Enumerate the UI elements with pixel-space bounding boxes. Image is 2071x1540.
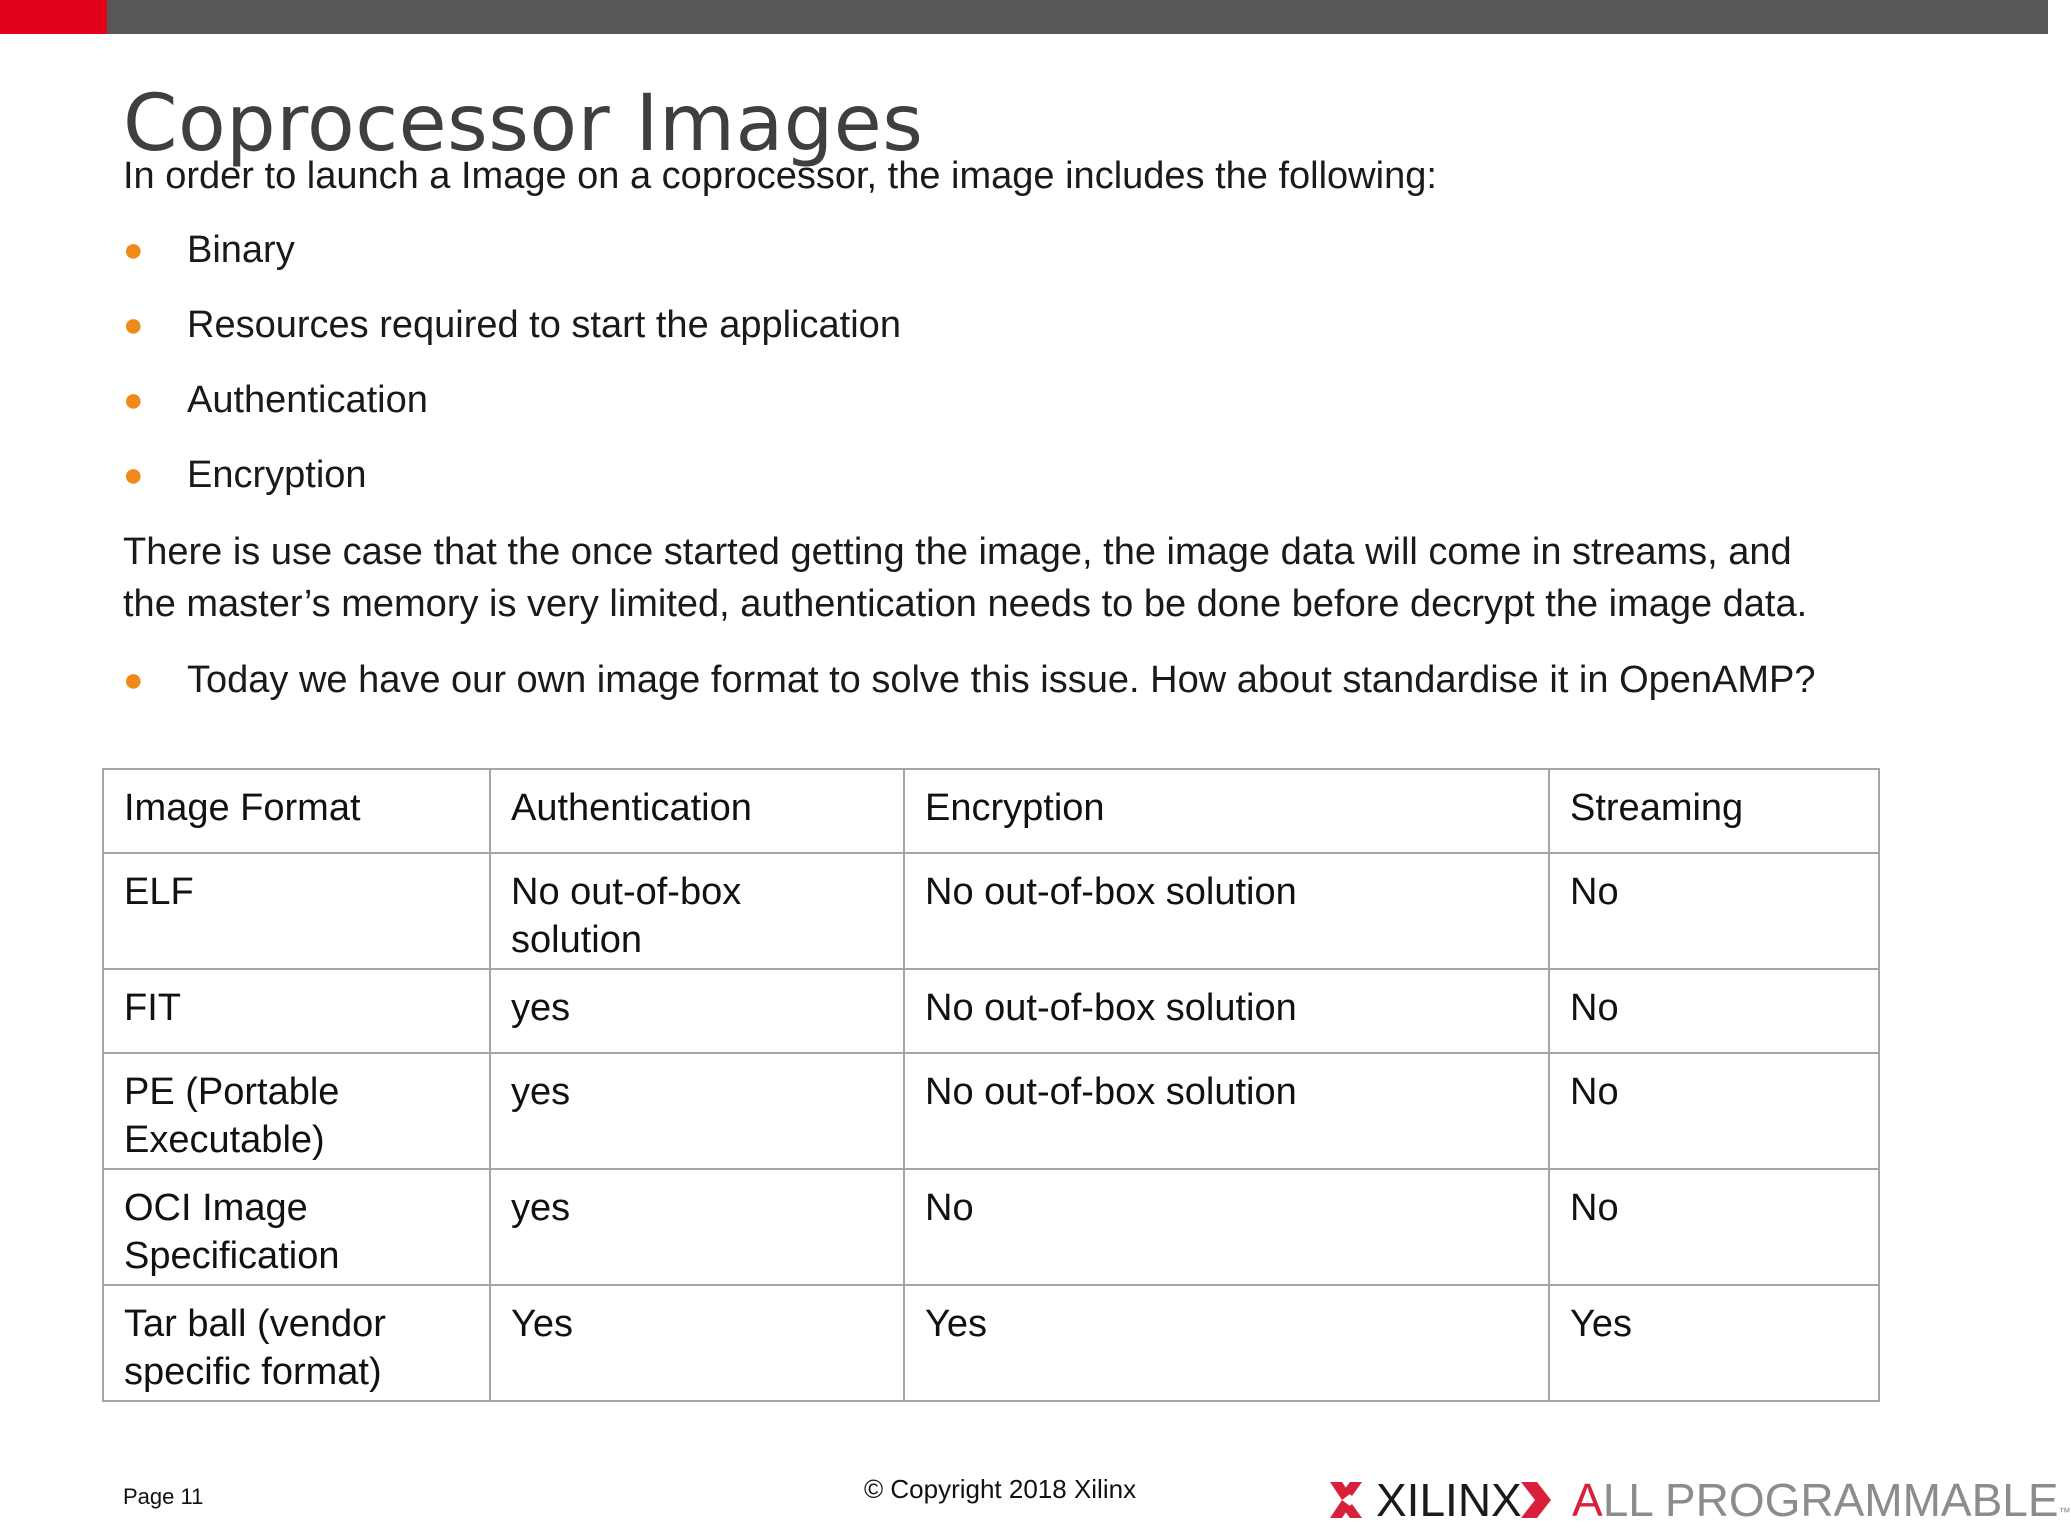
bullet-dot-icon: ●	[123, 456, 144, 494]
table-cell: No	[1549, 969, 1879, 1053]
table-cell: No out-of-box solution	[904, 969, 1549, 1053]
table-row	[103, 1053, 1879, 1169]
table-cell: Tar ball (vendor specific format)	[103, 1285, 490, 1401]
bullet-dot-icon: ●	[123, 231, 144, 269]
bullet-dot-icon: ●	[123, 306, 144, 344]
table-cell: No	[1549, 853, 1879, 969]
table-row	[103, 853, 1879, 969]
table-cell: Yes	[490, 1285, 904, 1401]
intro-text: In order to launch a Image on a coprocessor, the image includes the following:	[123, 155, 1437, 197]
table-row	[103, 1169, 1879, 1285]
table-cell: OCI Image Specification	[103, 1169, 490, 1285]
table-cell: Yes	[1549, 1285, 1879, 1401]
top-bar-accent	[0, 0, 107, 34]
table-cell: PE (Portable Executable)	[103, 1053, 490, 1169]
top-bar	[0, 0, 2048, 34]
table-cell: No out-of-box solution	[490, 853, 904, 969]
list-item: ● Today we have our own image format to solve this issue. How about standardise it in OpenAMP?	[123, 654, 2023, 714]
chevron-right-icon	[1519, 1480, 1553, 1520]
table-cell: No	[904, 1169, 1549, 1285]
table-cell: yes	[490, 1053, 904, 1169]
table-header-row	[103, 769, 1879, 853]
table-cell: yes	[490, 1169, 904, 1285]
image-format-table	[102, 768, 1880, 1402]
column-header: Image Format	[103, 769, 490, 853]
table-cell: No	[1549, 1169, 1879, 1285]
table-cell: No out-of-box solution	[904, 853, 1549, 969]
column-header: Authentication	[490, 769, 904, 853]
bullet-dot-icon: ●	[123, 661, 144, 699]
table-row	[103, 969, 1879, 1053]
column-header: Streaming	[1549, 769, 1879, 853]
table-cell: ELF	[103, 853, 490, 969]
use-case-paragraph: There is use case that the once started getting the image, the image data will come in streams, and the master’s memory is very limited, authentication needs to be done before decrypt the image data.	[123, 531, 1808, 625]
table-row	[103, 1285, 1879, 1401]
xilinx-logo	[1326, 1472, 2071, 1528]
table-cell: No	[1549, 1053, 1879, 1169]
table-cell: No out-of-box solution	[904, 1053, 1549, 1169]
xilinx-mark-icon	[1326, 1478, 1366, 1522]
slide-title: Coprocessor Images	[123, 79, 924, 169]
table-cell: Yes	[904, 1285, 1549, 1401]
column-header: Encryption	[904, 769, 1549, 853]
page-number: Page 11	[123, 1484, 204, 1509]
logo-tagline: ALL PROGRAMMABLE™	[1572, 1474, 2071, 1526]
table-cell: FIT	[103, 969, 490, 1053]
bullet-dot-icon: ●	[123, 381, 144, 419]
copyright-text: © Copyright 2018 Xilinx	[864, 1474, 1137, 1504]
logo-brand-text: XILINX	[1376, 1474, 1522, 1526]
table-cell: yes	[490, 969, 904, 1053]
